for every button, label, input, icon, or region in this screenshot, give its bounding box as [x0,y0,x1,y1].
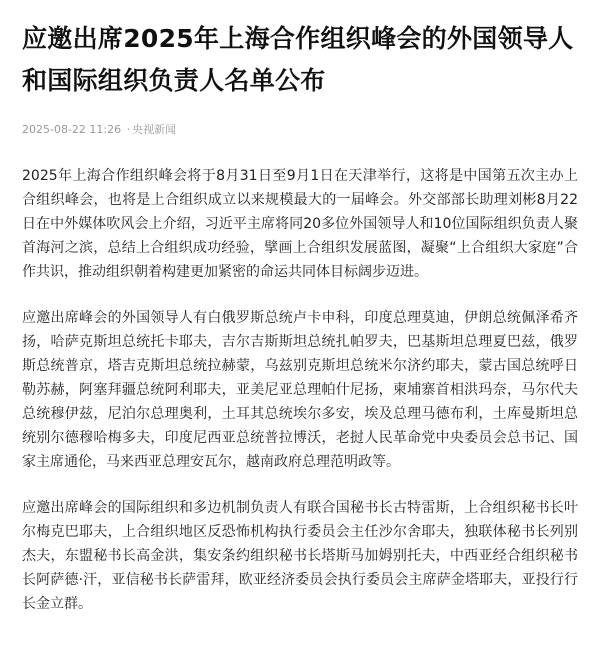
article-body [22,164,578,616]
meta-separator: · [126,123,131,136]
publish-date: 2025-08-22 11:26 [22,123,122,136]
article-meta [22,122,578,138]
source-name: 央视新闻 [132,123,177,136]
paragraph-organizations: 应邀出席峰会的国际组织和多边机制负责人有联合国秘书长古特雷斯，上合组织秘书长叶尔梅克巴耶夫，上合组织地区反恐怖机构执行委员会主任沙尔舍耶夫，独联体秘书长列别杰夫，东盟秘书长高金洪，集安条约组织秘书长塔斯马加姆别托夫，中西亚经合组织秘书长阿萨德·汗，亚信秘书长萨雷拜，欧亚经济委员会执行委员会主席萨金塔耶夫，亚投行行长金立群。 [22,500,578,612]
article-title: 应邀出席2025年上海合作组织峰会的外国领导人和国际组织负责人名单公布 [22,24,574,95]
paragraph-intro: 2025年上海合作组织峰会将于8月31日至9月1日在天津举行，这将是中国第五次主办上合组织峰会，也将是上合组织成立以来规模最大的一届峰会。外交部部长助理刘彬8月22日在中外媒体吹风会上介绍，习近平主席将同20多位外国领导人和10位国际组织负责人聚首海河之滨，总结上合组织成功经验，擘画上合组织发展蓝图，凝聚“上合组织大家庭”合作共识，推动组织朝着构建更加紧密的命运共同体目标阔步迈进。 [22,168,578,280]
paragraph-leaders: 应邀出席峰会的外国领导人有白俄罗斯总统卢卡申科，印度总理莫迪，伊朗总统佩泽希齐扬，哈萨克斯坦总统托卡耶夫，吉尔吉斯斯坦总统扎帕罗夫，巴基斯坦总理夏巴兹，俄罗斯总统普京，塔吉克斯坦总统拉赫蒙，乌兹别克斯坦总统米尔济约耶夫，蒙古国总统呼日勒苏赫，阿塞拜疆总统阿利耶夫，亚美尼亚总理帕什尼扬，柬埔寨首相洪玛奈，马尔代夫总统穆伊兹，尼泊尔总理奥利，土耳其总统埃尔多安，埃及总理马德布利，土库曼斯坦总统别尔德穆哈梅多夫，印度尼西亚总统普拉博沃，老挝人民革命党中央委员会总书记、国家主席通伦，马来西亚总理安瓦尔，越南政府总理范明政等。 [22,310,578,470]
